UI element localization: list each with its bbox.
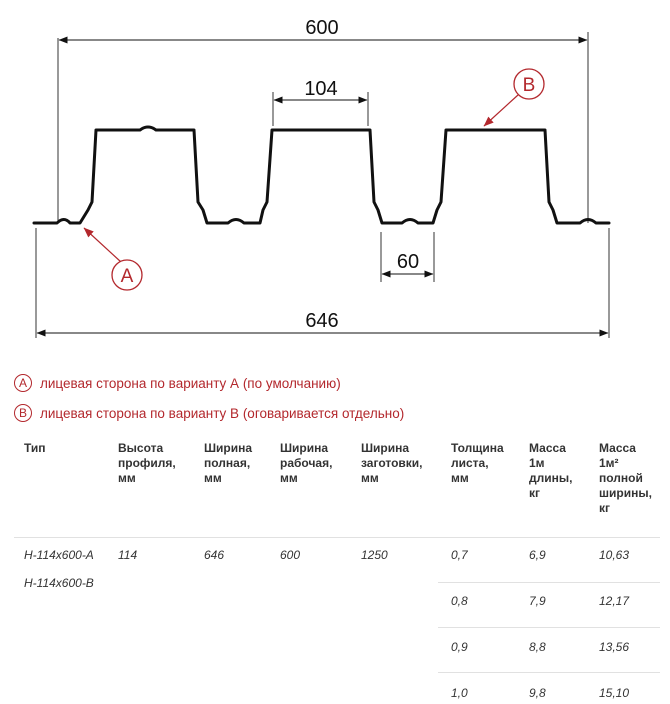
header-line: Ширина bbox=[361, 441, 410, 455]
header-line: Толщина bbox=[451, 441, 504, 455]
cell-thickness: 0,8 bbox=[451, 594, 468, 608]
trapezoidal-profile bbox=[34, 127, 609, 223]
marker-a bbox=[84, 228, 142, 290]
header-line: рабочая, bbox=[280, 456, 333, 470]
cell-thickness: 1,0 bbox=[451, 686, 468, 700]
marker-b-letter: B bbox=[522, 75, 536, 96]
header-blank-width bbox=[361, 441, 423, 486]
header-mass-area bbox=[599, 441, 652, 516]
dimension-600-label: 600 bbox=[305, 17, 339, 39]
cell-height: 114 bbox=[118, 548, 138, 562]
header-type bbox=[24, 441, 46, 456]
header-line: 1м² bbox=[599, 456, 619, 470]
legend-text-a: лицевая сторона по варианту А (по умолчанию) bbox=[40, 375, 341, 391]
marker-a-letter: A bbox=[120, 266, 134, 287]
cell-mass-area: 10,63 bbox=[599, 548, 630, 562]
dimension-104 bbox=[273, 78, 368, 126]
header-line: Высота bbox=[118, 441, 164, 455]
header-full-width bbox=[204, 441, 252, 486]
table-divider bbox=[438, 582, 660, 583]
cell-mass-length: 8,8 bbox=[529, 640, 546, 654]
header-mass-length bbox=[529, 441, 572, 501]
marker-b bbox=[484, 69, 544, 126]
leader-line bbox=[84, 228, 121, 262]
cell-type-b: Н-114х600-В bbox=[24, 576, 94, 590]
cell-working-width: 600 bbox=[280, 548, 301, 562]
header-line: Масса bbox=[529, 441, 566, 455]
header-line: профиля, bbox=[118, 456, 176, 470]
header-line: Ширина bbox=[204, 441, 253, 455]
header-line: полная, bbox=[204, 456, 251, 470]
header-line: мм bbox=[451, 471, 469, 485]
header-line: мм bbox=[280, 471, 298, 485]
header-line: мм bbox=[361, 471, 379, 485]
header-line: мм bbox=[204, 471, 222, 485]
cell-mass-length: 6,9 bbox=[529, 548, 546, 562]
profile-diagram bbox=[0, 0, 670, 350]
dimension-104-label: 104 bbox=[304, 78, 338, 100]
header-line: длины, bbox=[529, 471, 573, 485]
header-thickness bbox=[451, 441, 504, 486]
header-line: кг bbox=[599, 501, 611, 515]
dimension-60-label: 60 bbox=[396, 251, 420, 273]
header-line: мм bbox=[118, 471, 136, 485]
header-type-text: Тип bbox=[24, 441, 46, 455]
cell-type-a: Н-114х600-А bbox=[24, 548, 94, 562]
table-divider bbox=[438, 627, 660, 628]
header-line: Масса bbox=[599, 441, 636, 455]
dimension-60 bbox=[381, 232, 434, 282]
header-line: полной bbox=[599, 471, 643, 485]
cell-mass-length: 7,9 bbox=[529, 594, 546, 608]
header-line: листа, bbox=[451, 456, 489, 470]
header-line: ширины, bbox=[599, 486, 652, 500]
cell-blank-width: 1250 bbox=[361, 548, 388, 562]
legend-marker-b: B bbox=[14, 404, 32, 422]
table-divider bbox=[14, 537, 660, 538]
dimension-600 bbox=[58, 17, 588, 223]
legend-text-b: лицевая сторона по варианту В (оговаривается отдельно) bbox=[40, 405, 405, 421]
header-line: 1м bbox=[529, 456, 545, 470]
cell-thickness: 0,7 bbox=[451, 548, 468, 562]
header-height bbox=[118, 441, 176, 486]
header-line: Ширина bbox=[280, 441, 329, 455]
cell-full-width: 646 bbox=[204, 548, 225, 562]
header-line: кг bbox=[529, 486, 541, 500]
cell-mass-area: 12,17 bbox=[599, 594, 630, 608]
cell-mass-area: 15,10 bbox=[599, 686, 630, 700]
cell-thickness: 0,9 bbox=[451, 640, 468, 654]
legend-item-b bbox=[14, 404, 404, 422]
dimension-646-label: 646 bbox=[305, 310, 339, 332]
legend-marker-a: A bbox=[14, 374, 32, 392]
header-working-width bbox=[280, 441, 332, 486]
table-divider bbox=[438, 672, 660, 673]
cell-mass-area: 13,56 bbox=[599, 640, 630, 654]
header-line: заготовки, bbox=[361, 456, 423, 470]
cell-mass-length: 9,8 bbox=[529, 686, 546, 700]
legend-item-a bbox=[14, 374, 341, 392]
leader-line bbox=[484, 95, 518, 126]
